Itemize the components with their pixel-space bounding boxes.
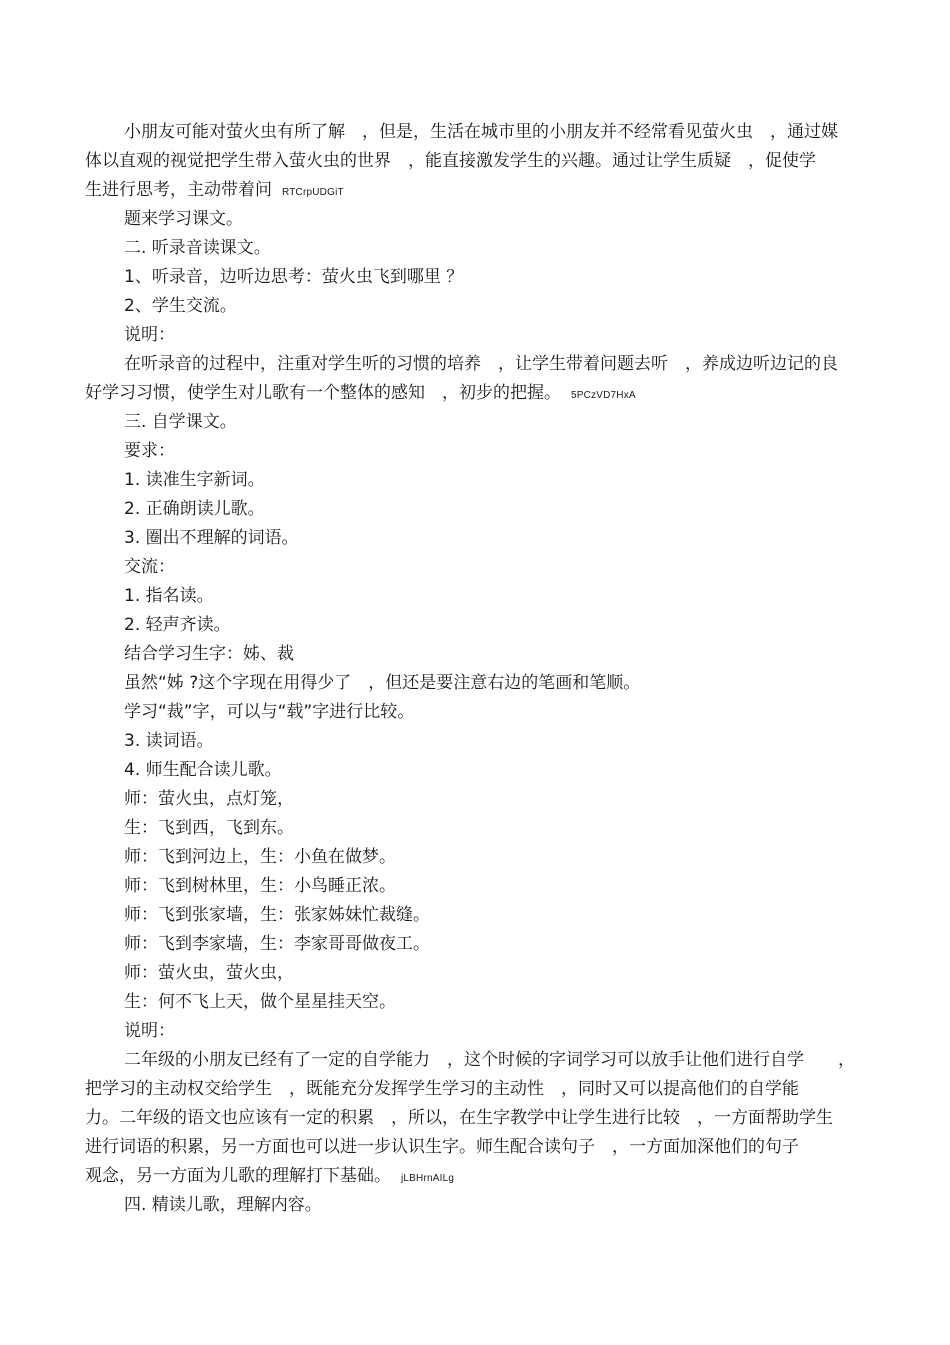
dialog-line: 生：何不飞上天，做个星星挂天空。 — [124, 992, 396, 1012]
watermark-code: jLBHrnAILg — [401, 1173, 455, 1184]
list-item: 2、学生交流。 — [124, 296, 237, 316]
paragraph-line: 结合学习生字：姊、裁 — [124, 644, 294, 664]
dialog-line: 生：飞到西，飞到东。 — [124, 818, 294, 838]
list-item: 1、听录音，边听边思考：萤火虫飞到哪里 ？ — [124, 267, 464, 287]
dialog-line: 师：萤火虫，萤火虫， — [124, 963, 294, 983]
watermark-code: 5PCzVD7HxA — [571, 390, 636, 401]
section-heading: 三. 自学课文。 — [124, 412, 237, 432]
list-item: 4. 师生配合读儿歌。 — [124, 760, 282, 780]
list-item: 3. 读词语。 — [124, 731, 214, 751]
dialog-line: 师：飞到张家墙，生：张家姊妹忙裁缝。 — [124, 905, 430, 925]
note-line: 进行词语的积累，另一方面也可以进一步认识生字。师生配合读句子 ，一方面加深他们的句子 — [85, 1137, 799, 1157]
list-item: 1. 读准生字新词。 — [124, 470, 265, 490]
dialog-line: 师：飞到李家墙，生：李家哥哥做夜工。 — [124, 934, 430, 954]
section-heading: 四. 精读儿歌，理解内容。 — [124, 1195, 322, 1215]
list-item: 3. 圈出不理解的词语。 — [124, 528, 299, 548]
note-line: 二年级的小朋友已经有了一定的自学能力 ，这个时候的字词学习可以放手让他们进行自学 ， — [124, 1050, 855, 1070]
note-line — [85, 1162, 865, 1191]
paragraph-line: 学习“裁”字，可以与“载”字进行比较。 — [124, 702, 415, 722]
exchange-label: 交流： — [124, 557, 175, 577]
note-line — [85, 379, 865, 408]
paragraph-intro-line: 小朋友可能对萤火虫有所了解 ，但是，生活在城市里的小朋友并不经常看见萤火虫 ，通过媒 — [124, 122, 838, 142]
paragraph-line: 虽然“姊 ?这个字现在用得少了 ，但还是要注意右边的笔画和笔顺。 — [124, 673, 641, 693]
paragraph-text: 生进行思考，主动带着问 — [85, 180, 272, 200]
paragraph-text: 好学习习惯，使学生对儿歌有一个整体的感知 ，初步的把握。 — [85, 383, 561, 403]
section-heading: 二. 听录音读课文。 — [124, 238, 271, 258]
dialog-line: 师：萤火虫，点灯笼， — [124, 789, 294, 809]
list-item: 2. 正确朗读儿歌。 — [124, 499, 265, 519]
requirement-label: 要求： — [124, 441, 175, 461]
note-line: 把学习的主动权交给学生 ，既能充分发挥学生学习的主动性 ，同时又可以提高他们的自学能 — [85, 1079, 799, 1099]
list-item: 2. 轻声齐读。 — [124, 615, 231, 635]
note-line: 力。二年级的语文也应该有一定的积累 ，所以，在生字教学中让学生进行比较 ，一方面帮助学生 — [85, 1108, 833, 1128]
document-page — [85, 118, 865, 1220]
list-item: 1. 指名读。 — [124, 586, 214, 606]
paragraph-intro-line: 题来学习课文。 — [124, 209, 243, 229]
paragraph-text: 观念，另一方面为儿歌的理解打下基础。 — [85, 1166, 391, 1186]
dialog-line: 师：飞到河边上，生：小鱼在做梦。 — [124, 847, 396, 867]
paragraph-intro-line: 体以直观的视觉把学生带入萤火虫的世界 ，能直接激发学生的兴趣。通过让学生质疑 ，促使学 — [85, 151, 816, 171]
dialog-line: 师：飞到树林里，生：小鸟睡正浓。 — [124, 876, 396, 896]
note-label: 说明： — [124, 1021, 175, 1041]
note-line: 在听录音的过程中，注重对学生听的习惯的培养 ，让学生带着问题去听 ，养成边听边记的良 — [124, 354, 838, 374]
watermark-code: RTCrpUDGiT — [282, 187, 344, 198]
note-label: 说明： — [124, 325, 175, 345]
paragraph-intro-line — [85, 176, 865, 205]
